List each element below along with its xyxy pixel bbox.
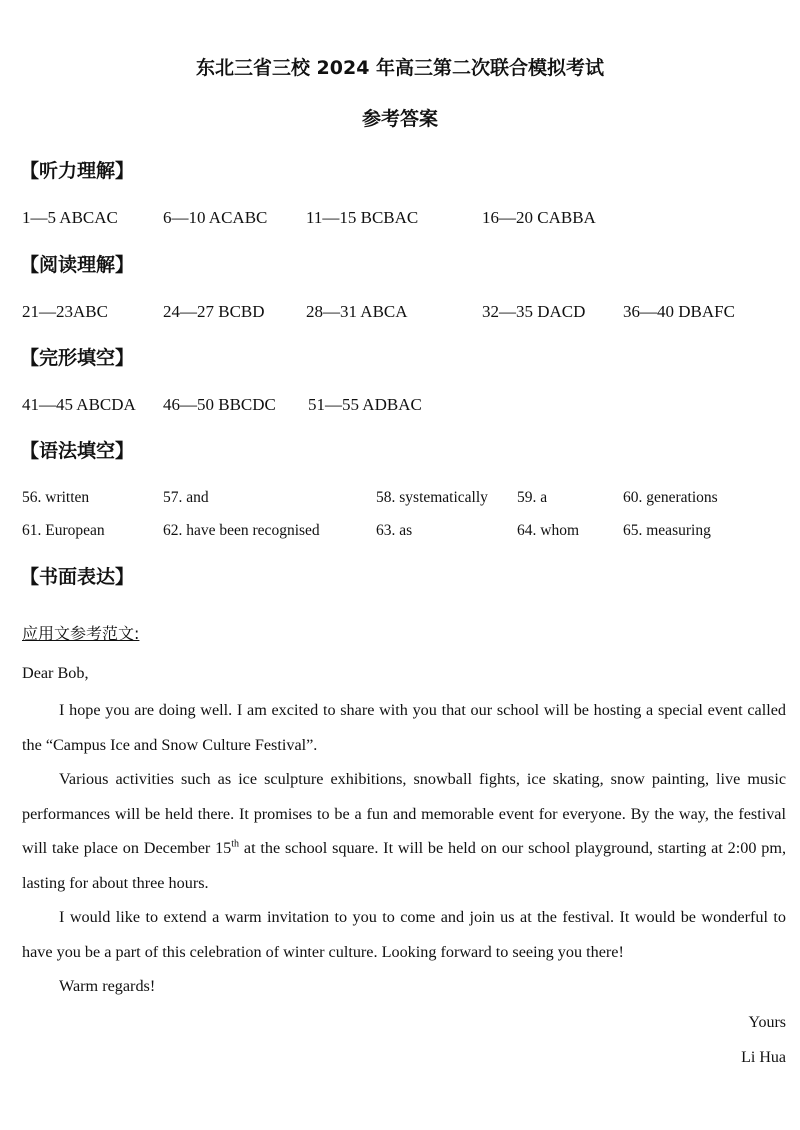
answer-cloze-3: 51—55 ADBAC — [308, 395, 422, 414]
answer-grammar-57: 57. and — [163, 489, 209, 506]
answer-listening-3: 11—15 BCBAC — [306, 208, 419, 227]
letter-paragraph-1: I hope you are doing well. I am excited to share with you that our school will be hosting a special event called the “Campus Ice and Snow Culture Festival”. — [22, 701, 786, 754]
letter-paragraph-2-text-b: at the school square. It will be held on our school playground, starting at 2:00 pm, lasting for about three hours. — [22, 839, 786, 892]
section-listening: 【听力理解】 — [20, 160, 135, 182]
answer-reading-2: 24—27 BCBD — [163, 302, 265, 321]
answer-grammar-61: 61. European — [22, 522, 105, 539]
answer-grammar-64: 64. whom — [517, 522, 579, 539]
answer-reading-5: 36—40 DBAFC — [623, 302, 735, 321]
page-subtitle: 参考答案 — [361, 108, 438, 130]
answer-reading-4: 32—35 DACD — [482, 302, 586, 321]
letter-sign-name: Li Hua — [741, 1049, 786, 1066]
answer-cloze-2: 46—50 BBCDC — [163, 395, 276, 414]
answer-grammar-63: 63. as — [376, 522, 413, 539]
section-cloze: 【完形填空】 — [20, 347, 135, 369]
answer-grammar-58: 58. systematically — [376, 489, 488, 506]
answer-cloze-1: 41—45 ABCDA — [22, 395, 136, 414]
letter-paragraph-2 — [22, 762, 786, 900]
answer-reading-3: 28—31 ABCA — [306, 302, 408, 321]
answer-grammar-65: 65. measuring — [623, 522, 711, 539]
answer-grammar-59: 59. a — [517, 489, 548, 506]
letter-paragraph-2-text-a: Various activities such as ice sculpture exhibitions, snowball fights, ice skating, snow painting, live music performances will be held there. It promises to be a fun and memorable event for everyone. By the way, the festival will take place on December 15 — [22, 770, 786, 857]
letter-closing: Warm regards! — [59, 977, 156, 995]
answer-listening-1: 1—5 ABCAC — [22, 208, 118, 227]
section-grammar: 【语法填空】 — [20, 440, 135, 462]
section-writing: 【书面表达】 — [20, 566, 135, 588]
answer-listening-2: 6—10 ACABC — [163, 208, 268, 227]
letter-salutation: Dear Bob, — [22, 664, 89, 682]
letter-sign-yours: Yours — [748, 1014, 786, 1031]
answer-grammar-62: 62. have been recognised — [163, 522, 320, 539]
page-title: 东北三省三校 2024 年高三第二次联合模拟考试 — [195, 57, 605, 79]
section-reading: 【阅读理解】 — [20, 254, 135, 276]
answer-grammar-56: 56. written — [22, 489, 90, 506]
answer-grammar-60: 60. generations — [623, 489, 718, 506]
sample-essay-label: 应用文参考范文: — [22, 624, 140, 643]
ordinal-suffix: th — [231, 838, 240, 850]
answer-listening-4: 16—20 CABBA — [482, 208, 596, 227]
answer-reading-1: 21—23ABC — [22, 302, 108, 321]
letter-paragraph-3: I would like to extend a warm invitation to you to come and join us at the festival. It would be wonderful to have you be a part of this celebration of winter culture. Looking forward to seeing you there! — [22, 908, 786, 961]
